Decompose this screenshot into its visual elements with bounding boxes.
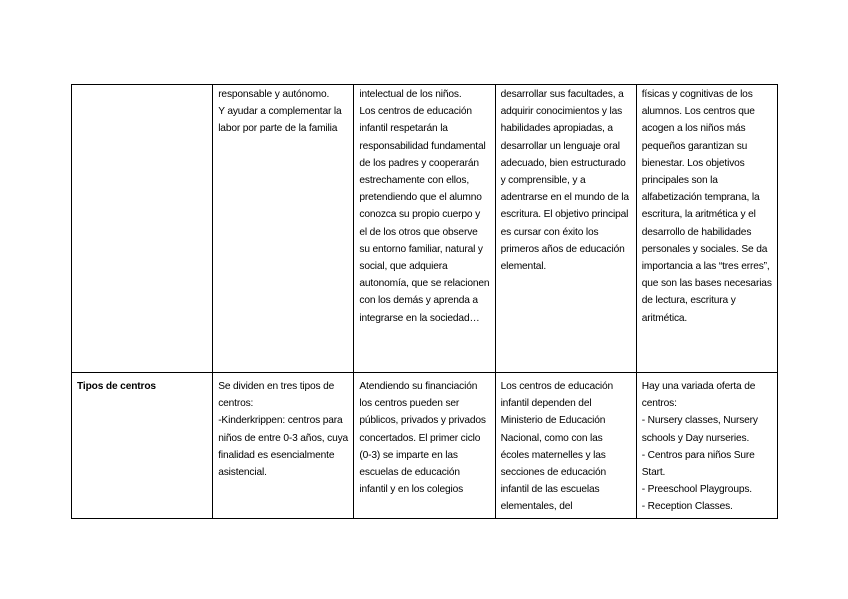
table-cell: Hay una variada oferta de centros: - Nursery classes, Nursery schools y Day nurseries. - Centros para niños Sure Start. - Preeschool Playgroups. - Reception Classes. bbox=[636, 373, 777, 519]
table-cell: Atendiendo su financiación los centros pueden ser públicos, privados y privados concertados. El primer ciclo (0-3) se imparte en las escuelas de educación infantil y en los colegios bbox=[354, 373, 495, 519]
table-row bbox=[72, 373, 778, 519]
table-cell: intelectual de los niños. Los centros de educación infantil respetarán la responsabilidad fundamental de los padres y cooperarán estrechamente con ellos, pretendiendo que el alumno conozca su propio cuerpo y el de los otros que observe su entorno familiar, natural y social, que adquiera autonomía, que se relacionen con los demás y aprenda a integrarse en la sociedad… bbox=[354, 85, 495, 373]
table-cell: físicas y cognitivas de los alumnos. Los centros que acogen a los niños más pequeños garantizan su bienestar. Los objetivos principales son la alfabetización temprana, la escritura, la aritmética y el desarrollo de habilidades personales y sociales. Se da importancia a las “tres erres”, que son las bases necesarias de lectura, escritura y aritmética. bbox=[636, 85, 777, 373]
table-cell: Se dividen en tres tipos de centros: -Kinderkrippen: centros para niños de entre 0-3 años, cuya finalidad es esencialmente asistencial. bbox=[213, 373, 354, 519]
comparison-table bbox=[71, 84, 778, 519]
table-cell: responsable y autónomo. Y ayudar a complementar la labor por parte de la familia bbox=[213, 85, 354, 373]
row-label-cell: Tipos de centros bbox=[72, 373, 213, 519]
row-label-cell bbox=[72, 85, 213, 373]
table-row bbox=[72, 85, 778, 373]
table-cell: desarrollar sus facultades, a adquirir conocimientos y las habilidades apropiadas, a desarrollar un lenguaje oral adecuado, bien estructurado y comprensible, y a adentrarse en el mundo de la escritura. El objetivo principal es cursar con éxito los primeros años de educación elemental. bbox=[495, 85, 636, 373]
table-cell: Los centros de educación infantil dependen del Ministerio de Educación Nacional, como con las écoles maternelles y las secciones de educación infantil de las escuelas elementales, del bbox=[495, 373, 636, 519]
